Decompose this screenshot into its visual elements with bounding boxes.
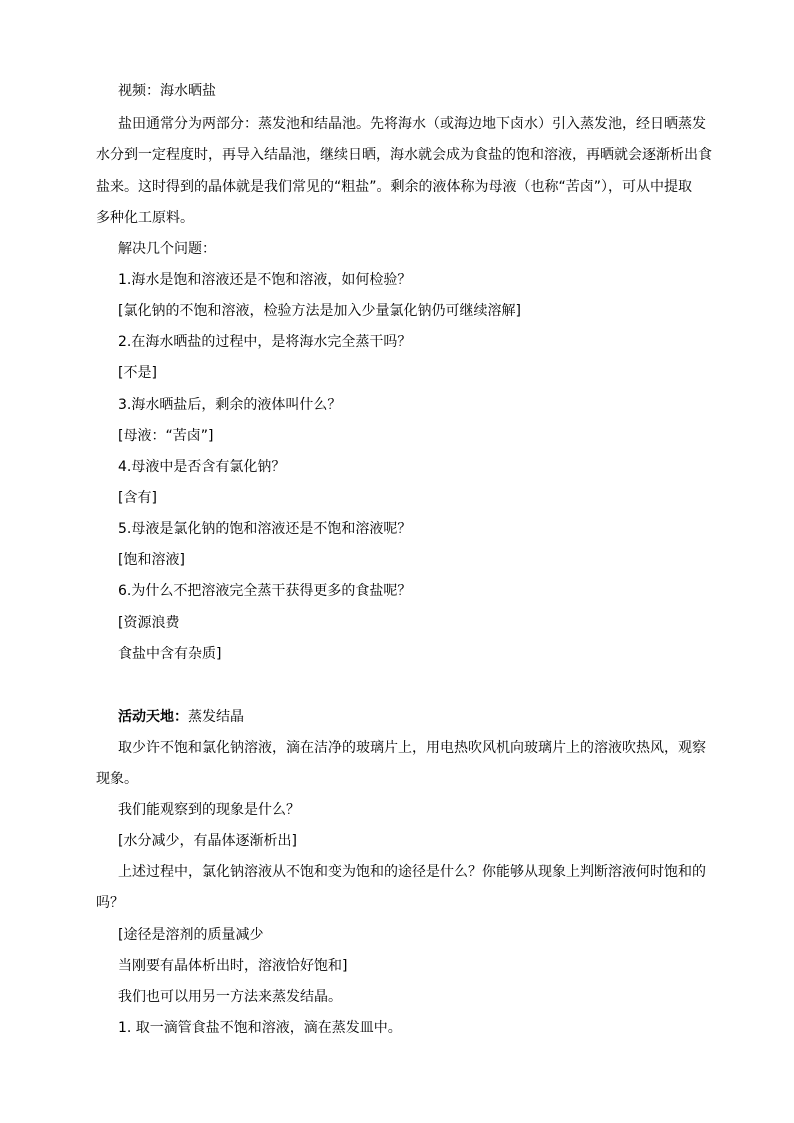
answer-path-line-2: 当刚要有晶体析出时，溶液恰好饱和] bbox=[118, 958, 348, 974]
answer-1: [氯化钠的不饱和溶液，检验方法是加入少量氯化钠仍可继续溶解] bbox=[118, 303, 521, 319]
paragraph-line: 盐田通常分为两部分：蒸发池和结晶池。先将海水（或海边地下卤水）引入蒸发池，经日晒蒸发 bbox=[118, 116, 706, 132]
answer-5: [饱和溶液] bbox=[118, 552, 185, 568]
activity-heading bbox=[118, 708, 244, 726]
question-path-cont: 吗？ bbox=[96, 895, 124, 911]
heading-video: 视频：海水晒盐 bbox=[118, 83, 216, 99]
paragraph-line: 取少许不饱和氯化钠溶液，滴在洁净的玻璃片上，用电热吹风机向玻璃片上的溶液吹热风，观察 bbox=[118, 740, 706, 756]
paragraph-line: 我们也可以用另一方法来蒸发结晶。 bbox=[118, 989, 342, 1005]
activity-title: 蒸发结晶 bbox=[188, 709, 244, 725]
answer-6-line-1: [资源浪费 bbox=[118, 615, 180, 631]
question-1: 1.海水是饱和溶液还是不饱和溶液，如何检验？ bbox=[118, 272, 412, 288]
paragraph-line: 盐来。这时得到的晶体就是我们常见的“粗盐”。剩余的液体称为母液（也称“苦卤”），可从中提取 bbox=[96, 179, 693, 195]
question-6: 6.为什么不把溶液完全蒸干获得更多的食盐呢？ bbox=[118, 583, 412, 599]
question-2: 2.在海水晒盐的过程中，是将海水完全蒸干吗？ bbox=[118, 334, 412, 350]
paragraph-line: 水分到一定程度时，再导入结晶池，继续日晒，海水就会成为食盐的饱和溶液，再晒就会逐渐析出食 bbox=[96, 147, 712, 163]
answer-observe: [水分减少，有晶体逐渐析出] bbox=[118, 833, 297, 849]
section-intro: 解决几个问题： bbox=[118, 241, 216, 257]
answer-2: [不是] bbox=[118, 365, 157, 381]
answer-4: [含有] bbox=[118, 490, 157, 506]
activity-label: 活动天地： bbox=[118, 709, 188, 725]
question-path: 上述过程中，氯化钠溶液从不饱和变为饱和的途径是什么？你能够从现象上判断溶液何时饱和的 bbox=[118, 864, 706, 880]
question-4: 4.母液中是否含有氯化钠？ bbox=[118, 459, 286, 475]
step-1: 1. 取一滴管食盐不饱和溶液，滴在蒸发皿中。 bbox=[118, 1020, 402, 1036]
question-observe: 我们能观察到的现象是什么？ bbox=[118, 802, 300, 818]
answer-6-line-2: 食盐中含有杂质] bbox=[118, 646, 222, 662]
paragraph-line: 多种化工原料。 bbox=[96, 210, 194, 226]
paragraph-line: 现象。 bbox=[96, 771, 138, 787]
answer-path-line-1: [途径是溶剂的质量减少 bbox=[118, 927, 264, 943]
answer-3: [母液：“苦卤”] bbox=[118, 428, 214, 444]
question-5: 5.母液是氯化钠的饱和溶液还是不饱和溶液呢？ bbox=[118, 521, 412, 537]
question-3: 3.海水晒盐后，剩余的液体叫什么？ bbox=[118, 397, 342, 413]
